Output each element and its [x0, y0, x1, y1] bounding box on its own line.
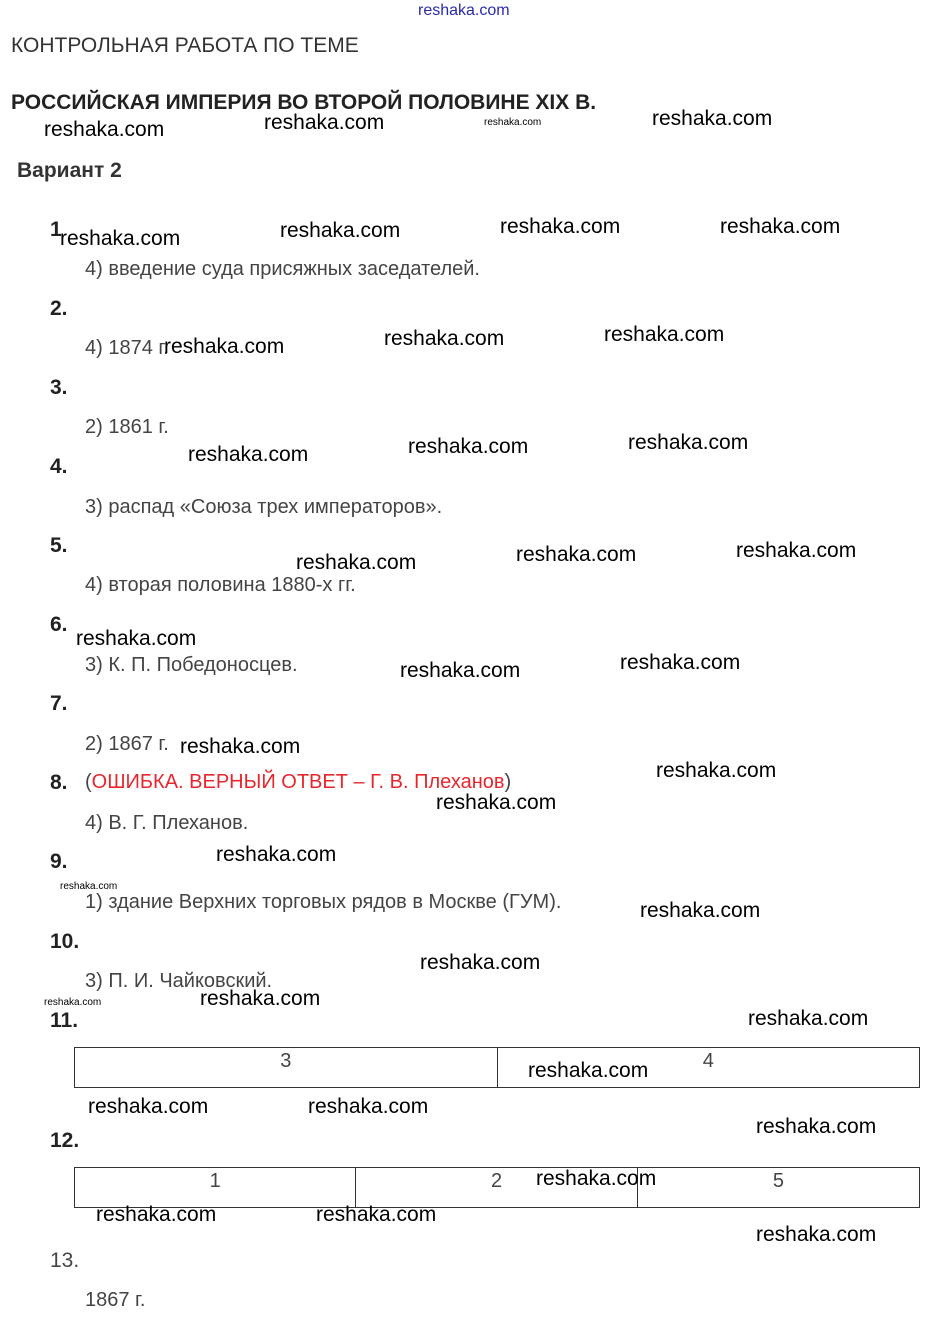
question-number: 13.	[50, 1249, 80, 1272]
watermark: reshaka.com	[628, 431, 749, 454]
watermark: reshaka.com	[720, 215, 841, 238]
watermark: reshaka.com	[484, 117, 542, 128]
question-number: 11.	[50, 1009, 79, 1032]
answer-text: 4) вторая половина 1880-х гг.	[85, 574, 356, 596]
answer-table	[74, 1167, 920, 1208]
watermark: reshaka.com	[200, 987, 321, 1010]
question-number: 5.	[50, 534, 68, 557]
answer-text: 3) П. И. Чайковский.	[85, 970, 273, 992]
page-header: КОНТРОЛЬНАЯ РАБОТА ПО ТЕМЕ	[11, 34, 359, 57]
question-number: 3.	[50, 376, 68, 399]
watermark: reshaka.com	[280, 219, 401, 242]
watermark: reshaka.com	[44, 997, 102, 1008]
question-number: 10.	[50, 930, 80, 953]
watermark: reshaka.com	[60, 227, 181, 250]
question-number: 1	[50, 218, 62, 241]
watermark: reshaka.com	[96, 1203, 217, 1226]
watermark: reshaka.com	[188, 443, 309, 466]
answer-text: 4) 1874 г.	[85, 337, 169, 359]
answer-text: 2) 1867 г.	[85, 733, 169, 755]
watermark: reshaka.com	[316, 1203, 437, 1226]
watermark: reshaka.com	[620, 651, 741, 674]
watermark: reshaka.com	[216, 843, 337, 866]
watermark: reshaka.com	[76, 627, 197, 650]
watermark: reshaka.com	[164, 335, 285, 358]
watermark: reshaka.com	[736, 539, 857, 562]
watermark: reshaka.com	[60, 881, 118, 892]
answer-cell: 1	[75, 1168, 356, 1208]
answer-text: 3) распад «Союза трех императоров».	[85, 496, 443, 518]
watermark: reshaka.com	[528, 1059, 649, 1082]
watermark: reshaka.com	[88, 1095, 209, 1118]
watermark: reshaka.com	[384, 327, 505, 350]
watermark: reshaka.com	[640, 899, 761, 922]
page-title: РОССИЙСКАЯ ИМПЕРИЯ ВО ВТОРОЙ ПОЛОВИНЕ XIX В.	[11, 91, 597, 114]
question-number: 2.	[50, 297, 68, 320]
watermark: reshaka.com	[400, 659, 521, 682]
watermark: reshaka.com	[308, 1095, 429, 1118]
question-number: 7.	[50, 692, 68, 715]
question-number: 9.	[50, 850, 68, 873]
watermark: reshaka.com	[408, 435, 529, 458]
watermark: reshaka.com	[748, 1007, 869, 1030]
watermark: reshaka.com	[180, 735, 301, 758]
watermark: reshaka.com	[536, 1167, 657, 1190]
question-number: 8.	[50, 771, 68, 794]
question-number: 4.	[50, 455, 68, 478]
watermark: reshaka.com	[296, 551, 417, 574]
answer-text: 1) здание Верхних торговых рядов в Москве (ГУМ).	[85, 891, 562, 913]
watermark: reshaka.com	[604, 323, 725, 346]
answer-cell: 3	[75, 1048, 498, 1088]
question-number: 12.	[50, 1129, 80, 1152]
error-note: (ОШИБКА. ВЕРНЫЙ ОТВЕТ – Г. В. Плеханов)	[85, 771, 512, 793]
watermark: reshaka.com	[500, 215, 621, 238]
answer-text: 3) К. П. Победоносцев.	[85, 654, 298, 676]
watermark: reshaka.com	[652, 107, 773, 130]
answer-text: 4) В. Г. Плеханов.	[85, 812, 249, 834]
answer-text: 2) 1861 г.	[85, 416, 169, 438]
answer-cell: 4	[497, 1048, 920, 1088]
watermark: reshaka.com	[420, 951, 541, 974]
watermark: reshaka.com	[756, 1115, 877, 1138]
answer-cell: 2	[356, 1168, 637, 1208]
answer-text: 4) введение суда присяжных заседателей.	[85, 258, 480, 280]
watermark: reshaka.com	[264, 111, 385, 134]
watermark: reshaka.com	[656, 759, 777, 782]
answer-text: 1867 г.	[85, 1289, 146, 1311]
variant-label: Вариант 2	[17, 159, 122, 182]
watermark: reshaka.com	[436, 791, 557, 814]
watermark: reshaka.com	[44, 118, 165, 141]
answer-table	[74, 1047, 920, 1088]
watermark: reshaka.com	[516, 543, 637, 566]
top-watermark: reshaka.com	[418, 2, 510, 19]
answer-cell: 5	[637, 1168, 919, 1208]
watermark: reshaka.com	[756, 1223, 877, 1246]
question-number: 6.	[50, 613, 68, 636]
